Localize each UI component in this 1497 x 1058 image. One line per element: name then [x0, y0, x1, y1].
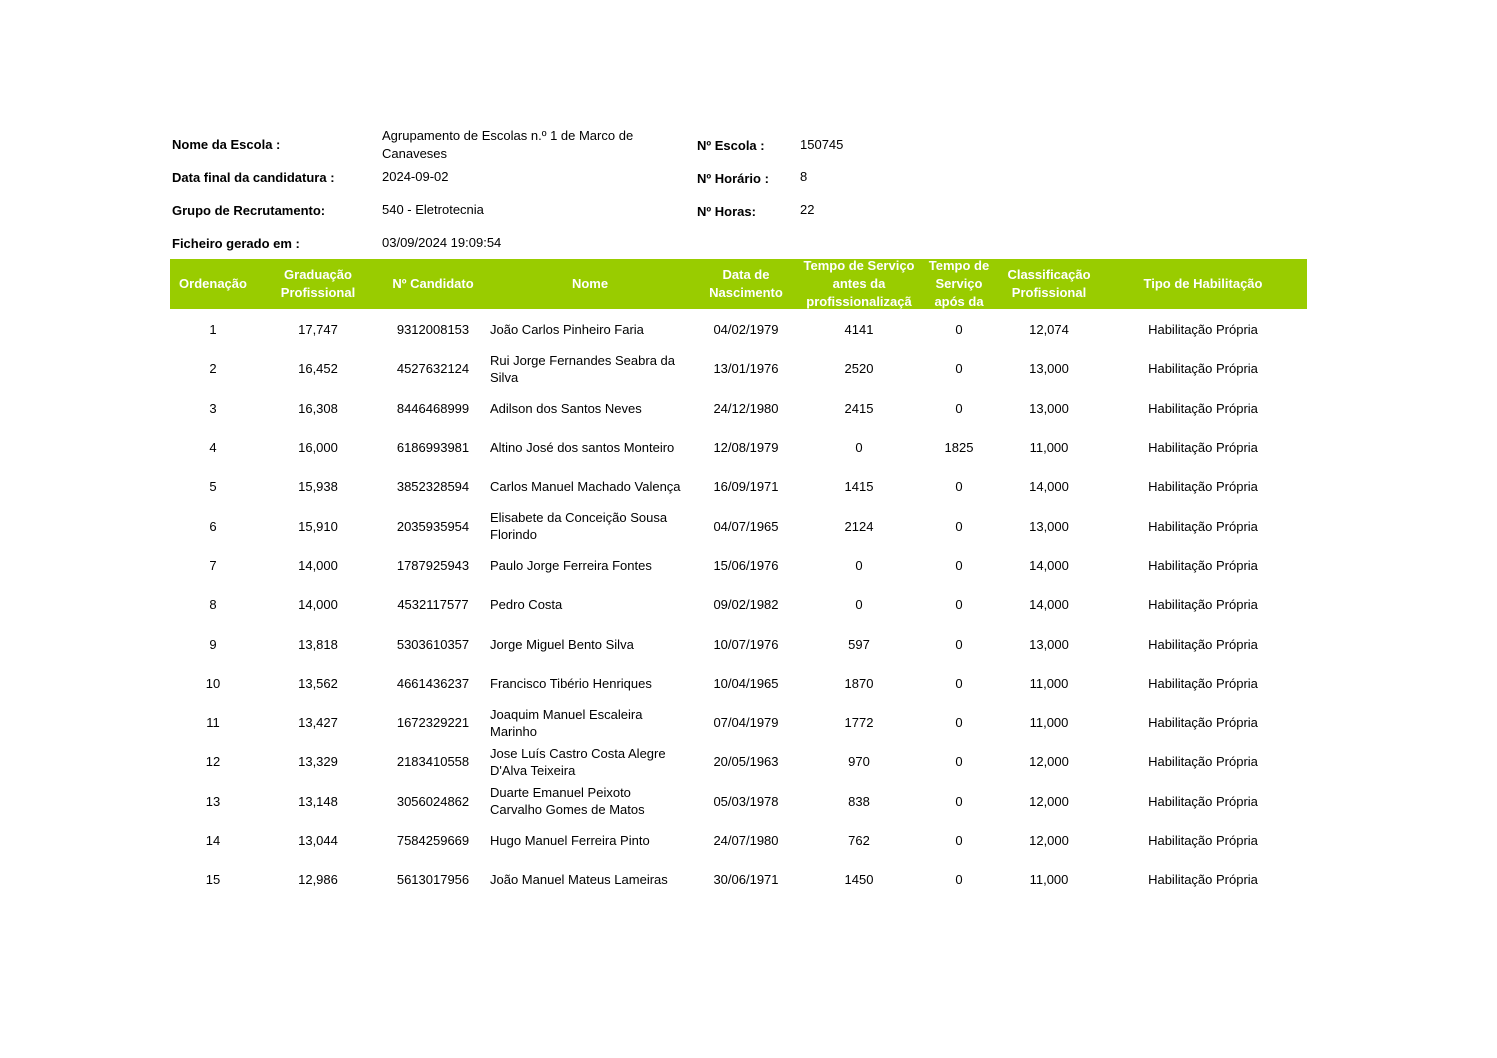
cell-candidato: 7584259669	[396, 833, 470, 849]
cell-tempo-antes: 2124	[844, 518, 874, 534]
cell-nome: Jose Luís Castro Costa Alegre D'Alva Teixeira	[490, 745, 666, 778]
cell-candidato: 1787925943	[396, 557, 470, 573]
cell-tempo-apos: 0	[955, 518, 963, 534]
cell-ordenacao: 7	[209, 557, 217, 573]
cell-classificacao: 12,000	[1029, 754, 1069, 770]
recruitment-group-label: Grupo de Recrutamento:	[172, 203, 326, 218]
table-row	[170, 703, 1307, 742]
cell-ordenacao: 11	[206, 715, 220, 731]
cell-nome: Carlos Manuel Machado Valença	[490, 479, 681, 495]
cell-graduacao: 13,148	[298, 793, 338, 809]
cell-classificacao: 13,000	[1029, 636, 1069, 652]
generated-label: Ficheiro gerado em :	[172, 236, 300, 251]
table-row	[170, 821, 1307, 860]
cell-ordenacao: 6	[209, 518, 217, 534]
cell-nome: Rui Jorge Fernandes Seabra da Silva	[490, 352, 676, 385]
cell-nome: Duarte Emanuel Peixoto Carvalho Gomes de Matos	[490, 785, 645, 818]
cell-nascimento: 13/01/1976	[713, 361, 779, 377]
cell-candidato: 5613017956	[396, 872, 470, 888]
cell-nome: João Manuel Mateus Lameiras	[490, 872, 668, 888]
cell-nascimento: 24/07/1980	[713, 833, 779, 849]
cell-nascimento: 30/06/1971	[713, 872, 779, 888]
cell-classificacao: 14,000	[1029, 557, 1069, 573]
table-row	[170, 782, 1307, 821]
column-header-nome: Nome	[571, 276, 609, 291]
cell-candidato: 4527632124	[396, 361, 470, 377]
cell-habilitacao: Habilitação Própria	[1148, 833, 1258, 849]
cell-candidato: 3056024862	[396, 793, 470, 809]
cell-nascimento: 10/04/1965	[713, 675, 779, 691]
cell-tempo-apos: 0	[955, 479, 963, 495]
cell-nascimento: 05/03/1978	[713, 793, 779, 809]
cell-classificacao: 12,000	[1029, 833, 1069, 849]
cell-graduacao: 13,562	[298, 675, 338, 691]
cell-nascimento: 04/02/1979	[713, 322, 779, 338]
table-row	[170, 546, 1307, 585]
column-header-candidato: Nº Candidato	[392, 276, 474, 291]
cell-graduacao: 13,044	[298, 833, 338, 849]
cell-tempo-antes: 1450	[844, 872, 874, 888]
cell-graduacao: 14,000	[298, 597, 338, 613]
cell-tempo-antes: 1772	[844, 715, 874, 731]
table-row	[170, 585, 1307, 624]
cell-habilitacao: Habilitação Própria	[1148, 754, 1258, 770]
cell-ordenacao: 14	[205, 833, 221, 849]
school-name-line2: Canaveses	[382, 146, 448, 161]
table-row	[170, 624, 1307, 663]
cell-nome: Hugo Manuel Ferreira Pinto	[490, 833, 650, 849]
cell-nascimento: 24/12/1980	[713, 400, 779, 416]
cell-classificacao: 13,000	[1029, 400, 1069, 416]
cell-tempo-apos: 0	[955, 400, 963, 416]
cell-tempo-apos: 0	[955, 833, 963, 849]
cell-tempo-antes: 0	[855, 440, 863, 456]
cell-tempo-antes: 0	[855, 557, 863, 573]
cell-nome: Adilson dos Santos Neves	[490, 400, 642, 416]
cell-ordenacao: 13	[205, 793, 221, 809]
cell-habilitacao: Habilitação Própria	[1148, 872, 1258, 888]
cell-ordenacao: 12	[205, 754, 221, 770]
cell-nome: Elisabete da Conceição Sousa Florindo	[490, 510, 668, 543]
cell-candidato: 9312008153	[396, 322, 470, 338]
cell-nome: Jorge Miguel Bento Silva	[490, 636, 634, 652]
cell-candidato: 2183410558	[396, 754, 470, 770]
cell-nascimento: 04/07/1965	[713, 518, 779, 534]
cell-nome: Paulo Jorge Ferreira Fontes	[490, 557, 652, 573]
cell-habilitacao: Habilitação Própria	[1148, 636, 1258, 652]
cell-graduacao: 15,938	[298, 479, 338, 495]
cell-habilitacao: Habilitação Própria	[1148, 518, 1258, 534]
cell-habilitacao: Habilitação Própria	[1148, 400, 1258, 416]
cell-tempo-apos: 0	[955, 322, 963, 338]
cell-classificacao: 11,000	[1029, 675, 1069, 691]
cell-nascimento: 20/05/1963	[713, 754, 779, 770]
cell-tempo-apos: 0	[955, 636, 963, 652]
cell-tempo-antes: 970	[848, 754, 870, 770]
cell-classificacao: 14,000	[1029, 479, 1069, 495]
school-name-line1: Agrupamento de Escolas n.º 1 de Marco de	[382, 128, 634, 143]
hours-value: 22	[800, 202, 815, 217]
cell-tempo-antes: 762	[848, 833, 870, 849]
cell-nome: João Carlos Pinheiro Faria	[490, 322, 644, 338]
cell-tempo-apos: 1825	[944, 440, 974, 456]
cell-graduacao: 17,747	[298, 322, 338, 338]
table-row	[170, 428, 1307, 467]
column-header-tempo-apos: Tempo de Serviço após da	[928, 258, 990, 309]
cell-nascimento: 12/08/1979	[713, 440, 779, 456]
cell-candidato: 6186993981	[396, 440, 470, 456]
cell-graduacao: 16,452	[298, 361, 338, 377]
cell-ordenacao: 4	[209, 440, 217, 456]
cell-graduacao: 12,986	[298, 872, 338, 888]
school-number-label: Nº Escola :	[697, 138, 765, 153]
cell-candidato: 2035935954	[396, 518, 470, 534]
cell-candidato: 3852328594	[396, 479, 470, 495]
cell-classificacao: 13,000	[1029, 361, 1069, 377]
column-header-habilitacao: Tipo de Habilitação	[1143, 276, 1263, 291]
cell-tempo-antes: 0	[855, 597, 863, 613]
cell-nascimento: 16/09/1971	[713, 479, 779, 495]
cell-tempo-apos: 0	[955, 872, 963, 888]
cell-nascimento: 15/06/1976	[713, 557, 779, 573]
cell-habilitacao: Habilitação Própria	[1148, 440, 1258, 456]
generated-value: 03/09/2024 19:09:54	[382, 235, 502, 250]
table-row	[170, 507, 1307, 546]
cell-nascimento: 10/07/1976	[713, 636, 779, 652]
cell-graduacao: 16,000	[298, 440, 338, 456]
table-row	[170, 664, 1307, 703]
cell-candidato: 8446468999	[396, 400, 470, 416]
cell-tempo-apos: 0	[955, 597, 963, 613]
column-header-classificacao: Classificação Profissional	[1007, 267, 1091, 300]
cell-classificacao: 11,000	[1029, 715, 1069, 731]
cell-habilitacao: Habilitação Própria	[1148, 361, 1258, 377]
cell-ordenacao: 5	[209, 479, 217, 495]
column-header-tempo-antes: Tempo de Serviço antes da profissionalizaçã	[803, 258, 915, 309]
cell-classificacao: 11,000	[1029, 440, 1069, 456]
school-name-label: Nome da Escola :	[172, 137, 281, 152]
cell-candidato: 1672329221	[396, 715, 470, 731]
cell-tempo-apos: 0	[955, 557, 963, 573]
cell-graduacao: 13,329	[298, 754, 338, 770]
cell-ordenacao: 3	[209, 400, 217, 416]
cell-tempo-antes: 4141	[844, 322, 874, 338]
column-header-graduacao: Graduação Profissional	[280, 267, 356, 300]
cell-tempo-antes: 2415	[844, 400, 874, 416]
cell-candidato: 4661436237	[396, 675, 470, 691]
cell-habilitacao: Habilitação Própria	[1148, 557, 1258, 573]
deadline-label: Data final da candidatura :	[172, 170, 335, 185]
cell-classificacao: 12,074	[1029, 322, 1069, 338]
column-header-nascimento: Data de Nascimento	[709, 267, 783, 300]
cell-tempo-apos: 0	[955, 754, 963, 770]
cell-classificacao: 14,000	[1029, 597, 1069, 613]
cell-habilitacao: Habilitação Própria	[1148, 793, 1258, 809]
cell-nome: Pedro Costa	[490, 597, 563, 613]
cell-graduacao: 14,000	[298, 557, 338, 573]
cell-habilitacao: Habilitação Própria	[1148, 715, 1258, 731]
hours-label: Nº Horas:	[697, 204, 756, 219]
table-row	[170, 860, 1307, 899]
cell-tempo-antes: 2520	[844, 361, 874, 377]
cell-tempo-antes: 597	[848, 636, 870, 652]
table-row	[170, 310, 1307, 349]
cell-ordenacao: 8	[209, 597, 217, 613]
table-row	[170, 742, 1307, 781]
table-header	[170, 259, 1307, 309]
cell-tempo-antes: 1870	[844, 675, 874, 691]
school-number-value: 150745	[800, 137, 844, 152]
cell-graduacao: 13,818	[298, 636, 338, 652]
cell-tempo-antes: 838	[848, 793, 870, 809]
cell-classificacao: 13,000	[1029, 518, 1069, 534]
cell-ordenacao: 1	[209, 322, 217, 338]
cell-ordenacao: 9	[209, 636, 217, 652]
schedule-number-value: 8	[800, 169, 808, 184]
cell-habilitacao: Habilitação Própria	[1148, 322, 1258, 338]
cell-nome: Altino José dos santos Monteiro	[490, 440, 675, 456]
cell-tempo-apos: 0	[955, 793, 963, 809]
cell-tempo-apos: 0	[955, 361, 963, 377]
cell-nascimento: 09/02/1982	[713, 597, 779, 613]
cell-graduacao: 16,308	[298, 400, 338, 416]
cell-classificacao: 12,000	[1029, 793, 1069, 809]
cell-habilitacao: Habilitação Própria	[1148, 597, 1258, 613]
column-header-ordenacao: Ordenação	[179, 276, 247, 291]
table-row	[170, 389, 1307, 428]
cell-habilitacao: Habilitação Própria	[1148, 675, 1258, 691]
cell-ordenacao: 2	[209, 361, 217, 377]
table-row	[170, 467, 1307, 506]
school-name-value	[382, 127, 633, 163]
cell-candidato: 4532117577	[397, 597, 469, 613]
table-row	[170, 349, 1307, 388]
cell-nome: Joaquim Manuel Escaleira Marinho	[490, 706, 643, 739]
schedule-number-label: Nº Horário :	[697, 171, 769, 186]
cell-nascimento: 07/04/1979	[713, 715, 779, 731]
cell-nome: Francisco Tibério Henriques	[490, 675, 652, 691]
cell-graduacao: 15,910	[298, 518, 338, 534]
cell-habilitacao: Habilitação Própria	[1148, 479, 1258, 495]
cell-tempo-apos: 0	[955, 715, 963, 731]
deadline-value: 2024-09-02	[382, 169, 449, 184]
cell-ordenacao: 15	[205, 872, 221, 888]
recruitment-group-value: 540 - Eletrotecnia	[382, 202, 484, 217]
cell-ordenacao: 10	[205, 675, 221, 691]
cell-tempo-antes: 1415	[844, 479, 874, 495]
cell-classificacao: 11,000	[1029, 872, 1069, 888]
cell-graduacao: 13,427	[298, 715, 338, 731]
cell-candidato: 5303610357	[396, 636, 470, 652]
cell-tempo-apos: 0	[955, 675, 963, 691]
